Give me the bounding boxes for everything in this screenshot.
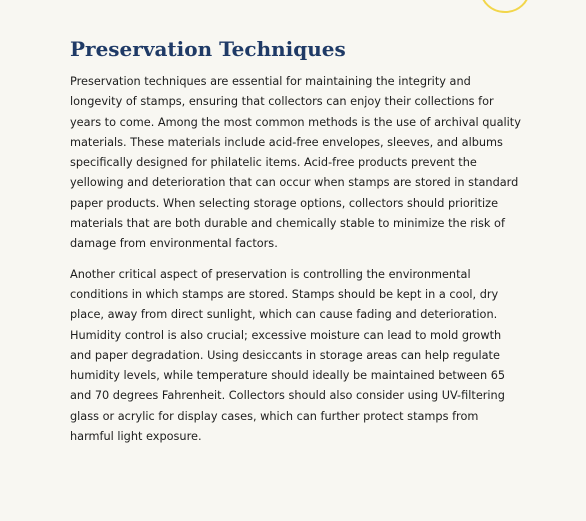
circle-outline-icon <box>466 0 586 40</box>
document-section <box>70 36 522 457</box>
section-title: Preservation Techniques <box>70 37 346 61</box>
body-paragraph: Preservation techniques are essential for maintaining the integrity and longevity of stamps, ensuring that collectors can enjoy their collections for years to come. Among the most common methods is the use of archival quality materials. These materials include acid-free envelopes, sleeves, and albums specifically designed for philatelic items. Acid-free products prevent the yellowing and deterioration that can occur when stamps are stored in standard paper products. When selecting storage options, collectors should prioritize materials that are both durable and chemically stable to minimize the risk of damage from environmental factors. <box>70 75 521 251</box>
corner-circle-decoration <box>466 0 586 40</box>
body-paragraph: Another critical aspect of preservation is controlling the environmental conditions in which stamps are stored. Stamps should be kept in a cool, dry place, away from direct sunlight, which can cause fading and deterioration. Humidity control is also crucial; excessive moisture can lead to mold growth and paper degradation. Using desiccants in storage areas can help regulate humidity levels, while temperature should ideally be maintained between 65 and 70 degrees Fahrenheit. Collectors should also consider using UV-filtering glass or acrylic for display cases, which can further protect stamps from harmful light exposure. <box>70 267 506 444</box>
